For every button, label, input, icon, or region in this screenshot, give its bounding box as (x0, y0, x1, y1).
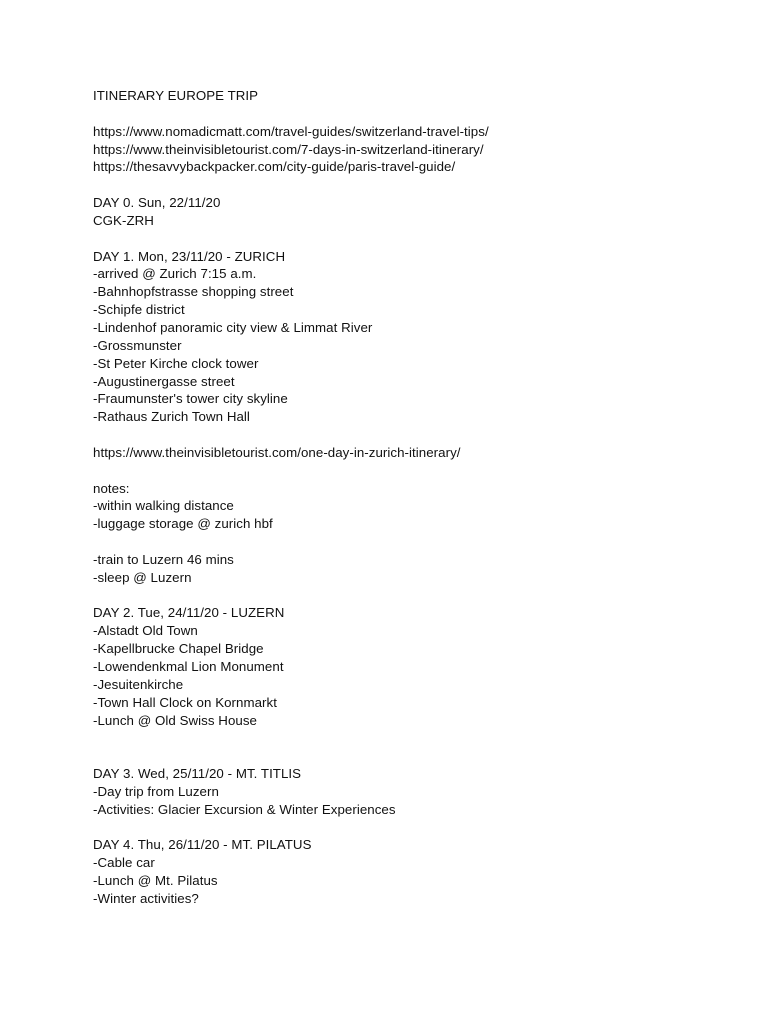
day2-item: -Alstadt Old Town (93, 623, 198, 639)
blank-line (93, 747, 733, 765)
blank-line (93, 819, 733, 837)
day4-item: -Lunch @ Mt. Pilatus (93, 873, 218, 889)
day1-item: -Schipfe district (93, 302, 185, 318)
reference-link[interactable]: https://www.theinvisibletourist.com/7-days-in-switzerland-itinerary/ (93, 141, 484, 157)
day3-item: -Activities: Glacier Excursion & Winter Experiences (93, 801, 396, 817)
day1-item: -Lindenhof panoramic city view & Limmat River (93, 319, 373, 335)
document-title: ITINERARY EUROPE TRIP (93, 88, 259, 103)
day1-item: -Fraumunster's tower city skyline (93, 391, 288, 407)
day2-item: -Lunch @ Old Swiss House (93, 712, 257, 728)
day2-item: -Town Hall Clock on Kornmarkt (93, 694, 277, 710)
day2-item: -Jesuitenkirche (93, 676, 184, 692)
blank-line (93, 729, 733, 747)
day1-item: -Augustinergasse street (93, 373, 235, 389)
blank-line (93, 176, 733, 194)
day0-heading: DAY 0. Sun, 22/11/20 (93, 195, 221, 211)
travel-item: -train to Luzern 46 mins (93, 551, 234, 567)
day3-heading: DAY 3. Wed, 25/11/20 - MT. TITLIS (93, 766, 302, 782)
day1-item: -Rathaus Zurich Town Hall (93, 409, 250, 425)
day3-item: -Day trip from Luzern (93, 783, 219, 799)
day2-item: -Kapellbrucke Chapel Bridge (93, 641, 264, 657)
day4-item: -Winter activities? (93, 890, 199, 906)
day1-heading: DAY 1. Mon, 23/11/20 - ZURICH (93, 248, 286, 264)
reference-link[interactable]: https://www.nomadicmatt.com/travel-guides/switzerland-travel-tips/ (93, 123, 489, 139)
blank-line (93, 105, 733, 123)
day1-item: -Grossmunster (93, 337, 182, 353)
blank-line (93, 426, 733, 444)
day1-item: -arrived @ Zurich 7:15 a.m. (93, 266, 257, 282)
zurich-itinerary-link[interactable]: https://www.theinvisibletourist.com/one-day-in-zurich-itinerary/ (93, 444, 461, 460)
day2-heading: DAY 2. Tue, 24/11/20 - LUZERN (93, 605, 285, 621)
blank-line (93, 587, 733, 605)
blank-line (93, 230, 733, 248)
document-body (93, 87, 733, 908)
day1-item: -St Peter Kirche clock tower (93, 355, 259, 371)
reference-link[interactable]: https://thesavvybackpacker.com/city-guide/paris-travel-guide/ (93, 159, 456, 175)
note-item: -luggage storage @ zurich hbf (93, 516, 273, 532)
day4-item: -Cable car (93, 855, 155, 871)
day2-item: -Lowendenkmal Lion Monument (93, 659, 284, 674)
blank-line (93, 462, 733, 480)
note-item: -within walking distance (93, 498, 234, 514)
travel-item: -sleep @ Luzern (93, 569, 192, 585)
day4-heading: DAY 4. Thu, 26/11/20 - MT. PILATUS (93, 837, 312, 853)
notes-label: notes: (93, 480, 130, 496)
day0-item: CGK-ZRH (93, 212, 154, 228)
blank-line (93, 533, 733, 551)
day1-item: -Bahnhopfstrasse shopping street (93, 284, 294, 300)
